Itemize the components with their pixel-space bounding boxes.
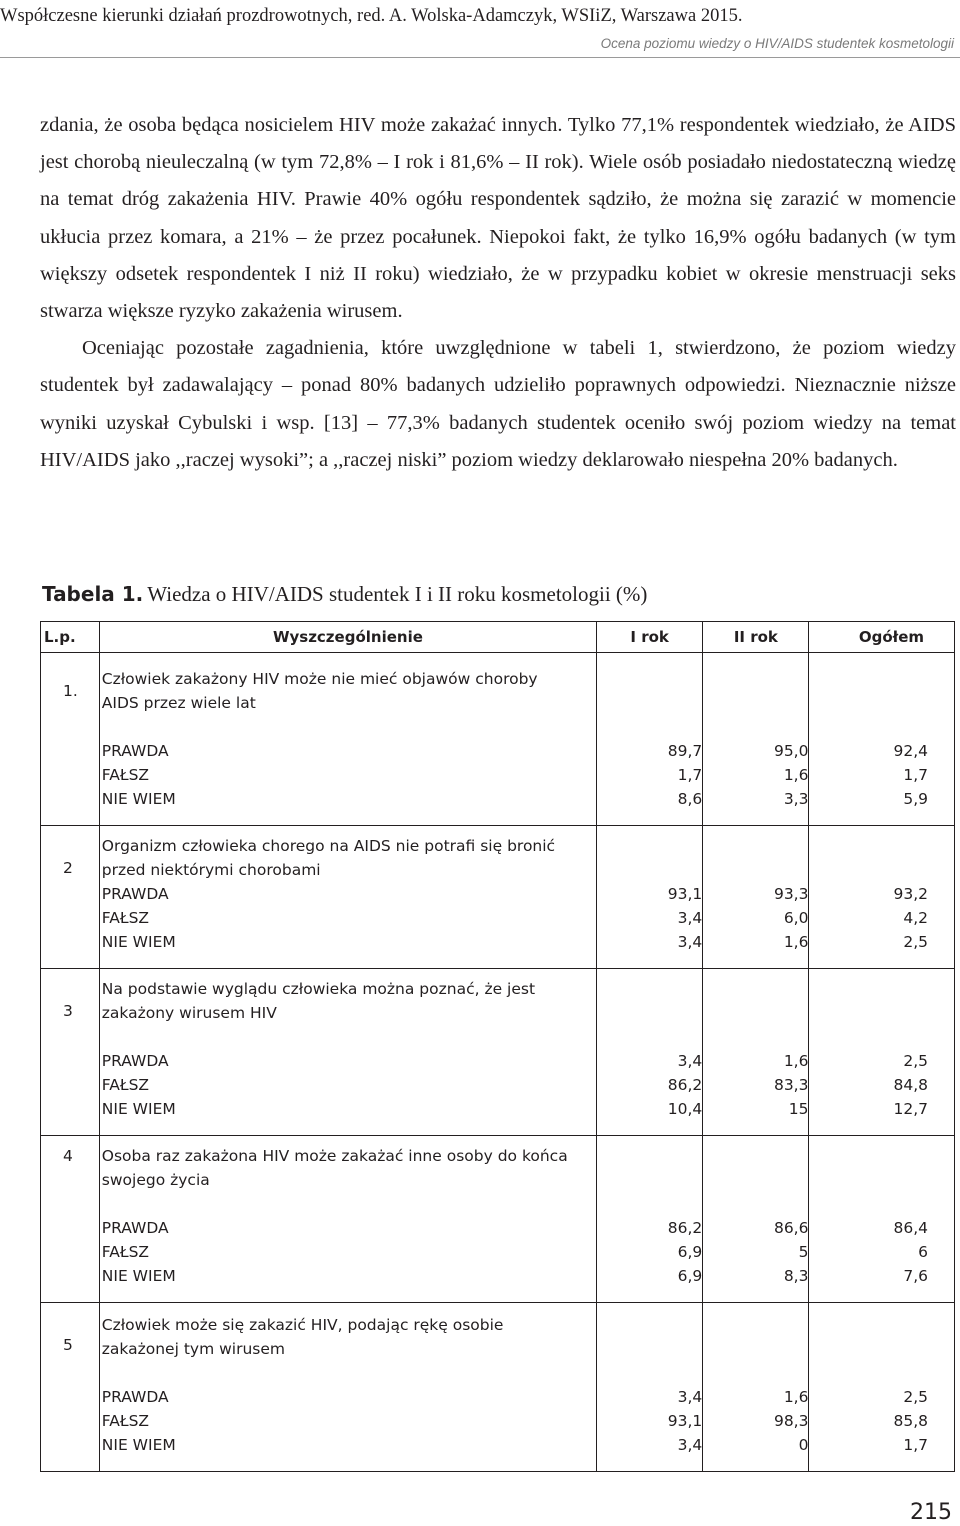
body-text bbox=[40, 107, 956, 479]
value: 6 bbox=[918, 1243, 928, 1261]
value: 15 bbox=[788, 1100, 809, 1118]
value: 1,7 bbox=[677, 766, 703, 784]
row-number: 5 bbox=[63, 1336, 73, 1354]
spacer bbox=[102, 1192, 572, 1216]
value: 8,6 bbox=[677, 790, 703, 808]
spacer bbox=[102, 1361, 572, 1385]
value: 5,9 bbox=[903, 790, 928, 808]
year-2-cell bbox=[703, 653, 809, 826]
value: 3,4 bbox=[677, 933, 703, 951]
row-number: 3 bbox=[63, 1002, 73, 1020]
year-2-cell bbox=[703, 969, 809, 1136]
running-header-citation: Współczesne kierunki działań prozdrowotnych, red. A. Wolska-Adamczyk, WSIiZ, Warszawa 2015. bbox=[0, 6, 743, 26]
value: 93,1 bbox=[667, 1412, 703, 1430]
value: 5 bbox=[798, 1243, 809, 1261]
row-number-cell bbox=[41, 1136, 100, 1303]
column-header-lp: L.p. bbox=[41, 622, 100, 653]
running-header-title: Ocena poziomu wiedzy o HIV/AIDS studentek kosmetologii bbox=[600, 36, 954, 51]
answer-option: FAŁSZ bbox=[101, 766, 150, 784]
answer-option: PRAWDA bbox=[101, 742, 169, 760]
paragraph: Oceniając pozostałe zagadnienia, które uwzględnione w tabeli 1, stwierdzono, że poziom wiedzy studentek był zadawalający – ponad 80% badanych udzieliło poprawnych odpowiedzi. Nieznacznie niższe wyniki uzyskał Cybulski i wsp. [13] – 77,3% badanych studentek oceniło swój poziom wiedzy na temat HIV/AIDS jako ,,raczej wysoki”; a ,,raczej niski” poziom wiedzy deklarowało niespełna 20% badanych. bbox=[40, 337, 956, 471]
value: 98,3 bbox=[773, 1412, 809, 1430]
value: 1,6 bbox=[783, 766, 809, 784]
row-number-cell bbox=[41, 826, 100, 969]
answer-option: FAŁSZ bbox=[101, 909, 150, 927]
value: 6,0 bbox=[783, 909, 809, 927]
table-row bbox=[41, 653, 955, 826]
answer-option: NIE WIEM bbox=[101, 790, 176, 808]
header-divider bbox=[0, 57, 960, 58]
value: 4,2 bbox=[903, 909, 928, 927]
description-cell bbox=[99, 969, 596, 1136]
value: 89,7 bbox=[667, 742, 703, 760]
value: 8,3 bbox=[783, 1267, 809, 1285]
total-cell bbox=[809, 826, 955, 969]
description-cell bbox=[99, 1136, 596, 1303]
question-text: Na podstawie wyglądu człowieka można poznać, że jest zakażony wirusem HIV bbox=[101, 980, 536, 1022]
value: 92,4 bbox=[893, 742, 928, 760]
value: 12,7 bbox=[893, 1100, 928, 1118]
year-1-cell bbox=[597, 653, 703, 826]
description-cell bbox=[99, 826, 596, 969]
value: 93,3 bbox=[773, 885, 809, 903]
value: 7,6 bbox=[903, 1267, 928, 1285]
value: 3,4 bbox=[677, 1388, 703, 1406]
year-2-cell bbox=[703, 1136, 809, 1303]
question-text: Człowiek zakażony HIV może nie mieć objawów choroby AIDS przez wiele lat bbox=[101, 670, 538, 712]
table-row bbox=[41, 1136, 955, 1303]
value: 6,9 bbox=[677, 1267, 703, 1285]
answer-option: NIE WIEM bbox=[101, 1100, 176, 1118]
value: 93,1 bbox=[667, 885, 703, 903]
value: 6,9 bbox=[677, 1243, 703, 1261]
value: 1,7 bbox=[903, 766, 928, 784]
value: 86,4 bbox=[893, 1219, 928, 1237]
year-1-cell bbox=[597, 969, 703, 1136]
description-cell bbox=[99, 1303, 596, 1472]
value: 0 bbox=[798, 1436, 809, 1454]
table-caption bbox=[42, 582, 647, 607]
answer-option: NIE WIEM bbox=[101, 933, 176, 951]
total-cell bbox=[809, 1136, 955, 1303]
spacer bbox=[102, 1025, 572, 1049]
table-row bbox=[41, 1303, 955, 1472]
description-cell bbox=[99, 653, 596, 826]
table-row bbox=[41, 969, 955, 1136]
answer-option: PRAWDA bbox=[101, 1219, 169, 1237]
year-2-cell bbox=[703, 826, 809, 969]
value: 85,8 bbox=[893, 1412, 928, 1430]
answer-option: PRAWDA bbox=[101, 1052, 169, 1070]
value: 1,6 bbox=[783, 1052, 809, 1070]
table-row bbox=[41, 826, 955, 969]
value: 83,3 bbox=[773, 1076, 809, 1094]
column-header-description: Wyszczególnienie bbox=[99, 622, 596, 653]
year-1-cell bbox=[597, 1303, 703, 1472]
year-2-cell bbox=[703, 1303, 809, 1472]
value: 1,6 bbox=[783, 933, 809, 951]
paragraph: zdania, że osoba będąca nosicielem HIV może zakażać innych. Tylko 77,1% respondentek wiedziało, że AIDS jest chorobą nieuleczalną (w tym 72,8% – I rok i 81,6% – II rok). Wiele osób posiadało niedostateczną wiedzę na temat dróg zakażenia HIV. Prawie 40% ogółu respondentek sądziło, że można się zarazić w momencie ukłucia przez komara, a 21% – że przez pocałunek. Niepokoi fakt, że tylko 16,9% ogółu badanych (w tym większy odsetek respondentek I niż II roku) wiedziało, że w przypadku kobiet w okresie menstruacji seks stwarza większe ryzyko zakażenia wirusem. bbox=[40, 114, 956, 323]
value: 86,2 bbox=[667, 1219, 703, 1237]
total-cell bbox=[809, 1303, 955, 1472]
total-cell bbox=[809, 969, 955, 1136]
table-caption-text: Wiedza o HIV/AIDS studentek I i II roku kosmetologii (%) bbox=[147, 582, 648, 606]
total-cell bbox=[809, 653, 955, 826]
answer-option: FAŁSZ bbox=[101, 1412, 150, 1430]
table-caption-label: Tabela 1. bbox=[42, 582, 144, 606]
question-text: Człowiek może się zakazić HIV, podając rękę osobie zakażonej tym wirusem bbox=[101, 1316, 504, 1358]
answer-option: FAŁSZ bbox=[101, 1076, 150, 1094]
column-header-year-2: II rok bbox=[703, 622, 809, 653]
row-number: 1. bbox=[63, 682, 78, 700]
answer-option: NIE WIEM bbox=[101, 1436, 176, 1454]
answer-option: PRAWDA bbox=[101, 885, 169, 903]
question-text: Osoba raz zakażona HIV może zakażać inne osoby do końca swojego życia bbox=[101, 1147, 568, 1189]
value: 2,5 bbox=[903, 1388, 928, 1406]
row-number: 4 bbox=[63, 1147, 73, 1165]
row-number-cell bbox=[41, 969, 100, 1136]
year-1-cell bbox=[597, 1136, 703, 1303]
value: 1,7 bbox=[903, 1436, 928, 1454]
row-number-cell bbox=[41, 1303, 100, 1472]
value: 86,2 bbox=[667, 1076, 703, 1094]
value: 93,2 bbox=[893, 885, 928, 903]
row-number-cell bbox=[41, 653, 100, 826]
table-header-row bbox=[41, 622, 955, 653]
year-1-cell bbox=[597, 826, 703, 969]
value: 1,6 bbox=[783, 1388, 809, 1406]
column-header-total: Ogółem bbox=[809, 622, 955, 653]
answer-option: FAŁSZ bbox=[101, 1243, 150, 1261]
value: 3,4 bbox=[677, 1436, 703, 1454]
question-text: Organizm człowieka chorego na AIDS nie potrafi się bronić przed niektórymi chorobami bbox=[101, 837, 556, 879]
value: 10,4 bbox=[667, 1100, 703, 1118]
knowledge-table bbox=[40, 621, 955, 1472]
value: 86,6 bbox=[773, 1219, 809, 1237]
row-number: 2 bbox=[63, 859, 73, 877]
value: 2,5 bbox=[903, 933, 928, 951]
answer-option: PRAWDA bbox=[101, 1388, 169, 1406]
value: 3,3 bbox=[783, 790, 809, 808]
answer-option: NIE WIEM bbox=[101, 1267, 176, 1285]
page-number: 215 bbox=[910, 1500, 952, 1525]
value: 84,8 bbox=[893, 1076, 928, 1094]
value: 3,4 bbox=[677, 909, 703, 927]
spacer bbox=[102, 715, 572, 739]
value: 2,5 bbox=[903, 1052, 928, 1070]
value: 95,0 bbox=[773, 742, 809, 760]
column-header-year-1: I rok bbox=[597, 622, 703, 653]
value: 3,4 bbox=[677, 1052, 703, 1070]
